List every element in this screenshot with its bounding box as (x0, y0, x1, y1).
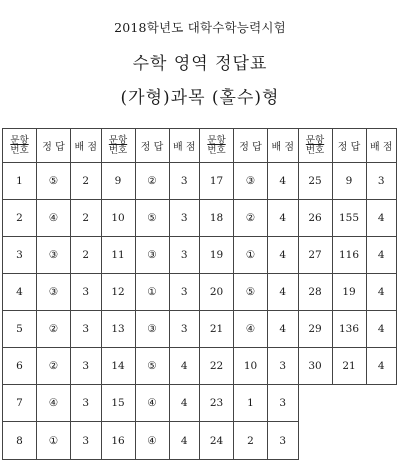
header-score: 배 점 (71, 129, 102, 163)
score-cell: 3 (169, 163, 200, 200)
score-cell: 4 (169, 422, 200, 460)
score-cell: 3 (268, 385, 299, 422)
score-cell: 3 (71, 311, 102, 348)
answer-cell: 19 (332, 274, 366, 311)
empty-cell (366, 385, 397, 422)
question-number: 26 (298, 200, 332, 237)
score-cell: 3 (169, 237, 200, 274)
empty-cell (298, 385, 332, 422)
question-number: 16 (101, 422, 135, 460)
answer-cell: ③ (135, 237, 169, 274)
score-cell: 4 (366, 274, 397, 311)
question-number: 14 (101, 348, 135, 385)
answer-cell: ⑤ (234, 274, 268, 311)
score-cell: 2 (71, 163, 102, 200)
header-score: 배 점 (169, 129, 200, 163)
answer-cell: ④ (234, 311, 268, 348)
answer-cell: ① (37, 422, 71, 460)
score-cell: 3 (71, 348, 102, 385)
question-number: 22 (200, 348, 234, 385)
score-cell: 4 (268, 237, 299, 274)
answer-cell: ⑤ (135, 200, 169, 237)
question-number: 12 (101, 274, 135, 311)
score-cell: 3 (169, 200, 200, 237)
score-cell: 3 (169, 274, 200, 311)
answer-cell: ⑤ (135, 348, 169, 385)
score-cell: 4 (268, 274, 299, 311)
answer-cell: ② (234, 200, 268, 237)
header-question-number: 문항 번호 (200, 129, 234, 163)
score-cell: 3 (366, 163, 397, 200)
score-cell: 4 (268, 163, 299, 200)
score-cell: 2 (71, 200, 102, 237)
empty-cell (298, 422, 332, 460)
question-number: 4 (3, 274, 37, 311)
header-score: 배 점 (366, 129, 397, 163)
question-number: 29 (298, 311, 332, 348)
table-header-row (3, 129, 397, 163)
header-answer: 정 답 (234, 129, 268, 163)
answer-cell: ③ (135, 311, 169, 348)
answer-cell: ② (135, 163, 169, 200)
answer-cell: ⑤ (37, 163, 71, 200)
question-number: 24 (200, 422, 234, 460)
empty-cell (332, 422, 366, 460)
answer-cell: ④ (37, 200, 71, 237)
question-number: 3 (3, 237, 37, 274)
header-score: 배 점 (268, 129, 299, 163)
score-cell: 3 (169, 311, 200, 348)
table-row (3, 385, 397, 422)
score-cell: 2 (71, 237, 102, 274)
question-number: 13 (101, 311, 135, 348)
header-answer: 정 답 (332, 129, 366, 163)
header-question-number: 문항 번호 (3, 129, 37, 163)
empty-cell (332, 385, 366, 422)
question-number: 8 (3, 422, 37, 460)
table-row (3, 200, 397, 237)
answer-cell: 116 (332, 237, 366, 274)
page-title: 수학 영역 정답표 (132, 54, 268, 74)
answer-key-table (2, 128, 397, 460)
question-number: 9 (101, 163, 135, 200)
answer-cell: 1 (234, 385, 268, 422)
header-question-number: 문항 번호 (298, 129, 332, 163)
answer-cell: 136 (332, 311, 366, 348)
exam-title: 2018학년도 대학수학능력시험 (114, 20, 286, 35)
score-cell: 4 (169, 385, 200, 422)
answer-cell: 10 (234, 348, 268, 385)
question-number: 20 (200, 274, 234, 311)
question-number: 10 (101, 200, 135, 237)
question-number: 23 (200, 385, 234, 422)
score-cell: 4 (366, 237, 397, 274)
score-cell: 4 (366, 311, 397, 348)
question-number: 5 (3, 311, 37, 348)
table-row (3, 422, 397, 460)
table-row (3, 348, 397, 385)
question-number: 18 (200, 200, 234, 237)
header-question-number: 문항 번호 (101, 129, 135, 163)
answer-cell: ① (135, 274, 169, 311)
answer-cell: ② (37, 348, 71, 385)
question-number: 28 (298, 274, 332, 311)
score-cell: 4 (366, 200, 397, 237)
score-cell: 3 (268, 422, 299, 460)
table-row (3, 311, 397, 348)
question-number: 30 (298, 348, 332, 385)
question-number: 19 (200, 237, 234, 274)
answer-cell: 9 (332, 163, 366, 200)
answer-cell: ④ (37, 385, 71, 422)
score-cell: 4 (366, 348, 397, 385)
score-cell: 3 (268, 348, 299, 385)
question-number: 27 (298, 237, 332, 274)
answer-cell: ① (234, 237, 268, 274)
question-number: 15 (101, 385, 135, 422)
answer-cell: 155 (332, 200, 366, 237)
table-row (3, 274, 397, 311)
score-cell: 4 (268, 311, 299, 348)
table-row (3, 237, 397, 274)
answer-cell: ④ (135, 422, 169, 460)
score-cell: 4 (268, 200, 299, 237)
question-number: 2 (3, 200, 37, 237)
answer-cell: ③ (37, 274, 71, 311)
table-row (3, 163, 397, 200)
answer-cell: 2 (234, 422, 268, 460)
page-subtitle: (가형)과목 (홀수)형 (120, 88, 280, 108)
score-cell: 3 (71, 274, 102, 311)
question-number: 17 (200, 163, 234, 200)
question-number: 21 (200, 311, 234, 348)
answer-cell: ④ (135, 385, 169, 422)
question-number: 25 (298, 163, 332, 200)
score-cell: 3 (71, 422, 102, 460)
answer-cell: ② (37, 311, 71, 348)
answer-cell: ③ (37, 237, 71, 274)
score-cell: 4 (169, 348, 200, 385)
empty-cell (366, 422, 397, 460)
answer-cell: ③ (234, 163, 268, 200)
header-answer: 정 답 (37, 129, 71, 163)
question-number: 6 (3, 348, 37, 385)
question-number: 7 (3, 385, 37, 422)
answer-cell: 21 (332, 348, 366, 385)
score-cell: 3 (71, 385, 102, 422)
question-number: 1 (3, 163, 37, 200)
question-number: 11 (101, 237, 135, 274)
header-answer: 정 답 (135, 129, 169, 163)
